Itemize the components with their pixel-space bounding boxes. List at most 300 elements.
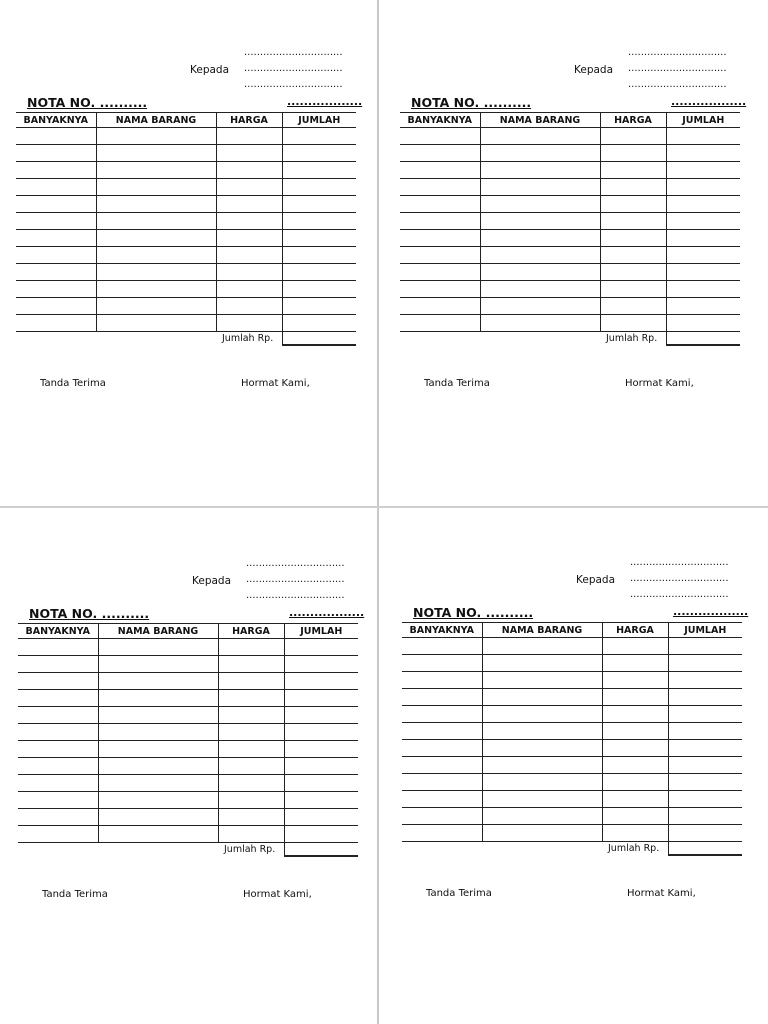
table-cell [400,264,480,281]
table-cell [216,230,282,247]
table-row [18,775,358,792]
table-cell [482,672,602,689]
table-row [402,672,742,689]
table-cell [98,707,218,724]
table-cell [668,706,742,723]
table-cell [18,826,98,843]
recipient-line-3: ............................... [630,589,729,600]
table-cell [96,264,216,281]
table-row [402,740,742,757]
table-cell [282,230,356,247]
table-cell [402,757,482,774]
table-cell [96,128,216,145]
column-header-banyaknya: BANYAKNYA [402,623,482,638]
nota-form-3 [18,519,363,939]
table-cell [16,230,96,247]
table-cell [482,791,602,808]
total-label: Jumlah Rp. [608,843,660,854]
table-cell [216,162,282,179]
table-cell [216,264,282,281]
recipient-line-3: ............................... [628,79,727,90]
table-cell [284,707,358,724]
date-line: .................. [289,606,365,619]
table-cell [98,639,218,656]
tanda-terima-label: Tanda Terima [42,889,108,900]
table-row [400,230,740,247]
table-row [16,128,356,145]
table-cell [98,775,218,792]
table-cell [96,196,216,213]
column-header-nama-barang: NAMA BARANG [96,113,216,128]
table-row [16,162,356,179]
table-cell [666,264,740,281]
tanda-terima-label: Tanda Terima [40,378,106,389]
table-row [16,264,356,281]
recipient-line-2: ............................... [630,573,729,584]
table-cell [666,196,740,213]
hormat-kami-label: Hormat Kami, [625,378,694,389]
column-header-jumlah: JUMLAH [284,624,358,639]
table-cell [600,179,666,196]
table-cell [480,264,600,281]
items-table [16,112,356,332]
table-cell [18,673,98,690]
table-cell [284,741,358,758]
kepada-label: Kepada [192,575,232,587]
table-row [18,809,358,826]
table-cell [98,673,218,690]
table-cell [284,809,358,826]
column-header-banyaknya: BANYAKNYA [400,113,480,128]
table-row [402,723,742,740]
column-header-harga: HARGA [600,113,666,128]
recipient-line-3: ............................... [244,79,343,90]
table-row [18,639,358,656]
table-cell [218,673,284,690]
table-cell [600,162,666,179]
table-cell [480,230,600,247]
total-amount-box [282,328,356,346]
table-cell [18,724,98,741]
table-cell [668,638,742,655]
column-header-harga: HARGA [602,623,668,638]
column-header-nama-barang: NAMA BARANG [98,624,218,639]
table-cell [400,128,480,145]
table-cell [284,656,358,673]
date-line: .................. [673,605,749,618]
table-cell [284,792,358,809]
table-cell [666,281,740,298]
table-row [400,196,740,213]
table-row [18,707,358,724]
table-cell [98,792,218,809]
table-cell [96,213,216,230]
table-cell [482,808,602,825]
table-cell [602,825,668,842]
table-cell [216,128,282,145]
table-row [400,128,740,145]
table-cell [480,281,600,298]
table-cell [402,655,482,672]
table-row [18,741,358,758]
table-cell [602,791,668,808]
table-cell [16,196,96,213]
table-cell [18,707,98,724]
table-cell [282,128,356,145]
table-cell [18,758,98,775]
table-cell [480,298,600,315]
recipient-line-3: ............................... [246,590,345,601]
horizontal-cut-line [0,506,768,508]
table-cell [600,230,666,247]
table-cell [600,315,666,332]
table-row [402,791,742,808]
table-cell [216,196,282,213]
total-amount-box [284,839,358,857]
table-cell [282,281,356,298]
table-cell [218,826,284,843]
kepada-label: Kepada [574,64,614,76]
table-row [18,724,358,741]
table-cell [216,281,282,298]
table-row [400,264,740,281]
table-cell [402,689,482,706]
table-cell [218,741,284,758]
table-cell [16,179,96,196]
hormat-kami-label: Hormat Kami, [243,889,312,900]
table-row [400,213,740,230]
table-cell [284,758,358,775]
table-cell [282,264,356,281]
table-cell [96,281,216,298]
table-cell [666,128,740,145]
table-cell [600,128,666,145]
table-cell [98,758,218,775]
table-cell [218,707,284,724]
table-row [400,247,740,264]
hormat-kami-label: Hormat Kami, [627,888,696,899]
items-table [400,112,740,332]
column-header-jumlah: JUMLAH [282,113,356,128]
table-cell [16,145,96,162]
table-cell [668,808,742,825]
table-cell [400,179,480,196]
table-cell [400,230,480,247]
total-label: Jumlah Rp. [224,844,276,855]
table-row [402,655,742,672]
nota-number-title: NOTA NO. .......... [413,605,534,620]
table-row [18,673,358,690]
table-cell [602,808,668,825]
kepada-label: Kepada [190,64,230,76]
table-cell [98,690,218,707]
table-cell [16,128,96,145]
table-cell [666,145,740,162]
table-cell [602,740,668,757]
table-cell [282,247,356,264]
table-cell [218,775,284,792]
table-cell [400,281,480,298]
table-cell [96,315,216,332]
table-cell [98,826,218,843]
nota-number-title: NOTA NO. .......... [27,95,148,110]
column-header-harga: HARGA [218,624,284,639]
table-cell [602,672,668,689]
table-cell [600,196,666,213]
nota-form-1 [16,8,361,428]
total-amount-box [668,838,742,856]
recipient-line-2: ............................... [244,63,343,74]
table-cell [668,672,742,689]
table-cell [282,298,356,315]
column-header-banyaknya: BANYAKNYA [16,113,96,128]
table-cell [402,723,482,740]
table-cell [400,298,480,315]
table-cell [402,740,482,757]
table-cell [600,213,666,230]
table-cell [218,639,284,656]
column-header-nama-barang: NAMA BARANG [480,113,600,128]
nota-form-4 [402,518,747,938]
table-cell [16,281,96,298]
table-cell [602,655,668,672]
table-row [16,213,356,230]
items-table [402,622,742,842]
recipient-line-1: ............................... [246,558,345,569]
table-cell [400,145,480,162]
date-line: .................. [671,95,747,108]
table-header-row [18,624,358,639]
table-cell [96,230,216,247]
table-row [16,298,356,315]
table-cell [16,213,96,230]
table-cell [602,774,668,791]
table-row [16,230,356,247]
table-cell [402,638,482,655]
table-cell [666,230,740,247]
table-cell [16,315,96,332]
nota-number-title: NOTA NO. .......... [29,606,150,621]
table-cell [480,179,600,196]
table-cell [480,145,600,162]
table-row [18,758,358,775]
total-amount-box [666,328,740,346]
table-cell [96,247,216,264]
table-cell [402,825,482,842]
table-row [400,298,740,315]
column-header-nama-barang: NAMA BARANG [482,623,602,638]
table-cell [18,792,98,809]
table-cell [18,639,98,656]
table-row [400,179,740,196]
table-cell [480,162,600,179]
table-row [402,757,742,774]
table-cell [18,775,98,792]
table-cell [402,808,482,825]
table-cell [482,655,602,672]
table-cell [400,247,480,264]
table-row [402,808,742,825]
table-cell [98,724,218,741]
hormat-kami-label: Hormat Kami, [241,378,310,389]
table-cell [480,315,600,332]
table-cell [602,723,668,740]
table-cell [668,723,742,740]
table-cell [480,196,600,213]
table-cell [218,792,284,809]
table-cell [216,315,282,332]
table-cell [216,298,282,315]
table-cell [98,656,218,673]
column-header-jumlah: JUMLAH [668,623,742,638]
table-row [16,281,356,298]
table-cell [402,672,482,689]
table-row [16,179,356,196]
recipient-line-1: ............................... [630,557,729,568]
table-cell [282,196,356,213]
table-cell [284,775,358,792]
table-cell [668,791,742,808]
table-cell [400,213,480,230]
table-cell [282,213,356,230]
column-header-harga: HARGA [216,113,282,128]
table-cell [218,724,284,741]
table-cell [96,298,216,315]
table-cell [18,656,98,673]
table-row [400,162,740,179]
column-header-banyaknya: BANYAKNYA [18,624,98,639]
table-cell [16,298,96,315]
table-cell [602,689,668,706]
table-cell [602,757,668,774]
table-cell [482,706,602,723]
table-row [400,281,740,298]
table-header-row [402,623,742,638]
table-cell [668,655,742,672]
table-cell [480,213,600,230]
kepada-label: Kepada [576,574,616,586]
table-cell [96,145,216,162]
table-cell [402,774,482,791]
table-cell [284,690,358,707]
table-cell [482,723,602,740]
table-cell [18,809,98,826]
table-cell [16,247,96,264]
table-cell [668,774,742,791]
table-cell [666,298,740,315]
items-table [18,623,358,843]
table-cell [668,740,742,757]
table-cell [98,809,218,826]
table-cell [282,162,356,179]
table-cell [666,162,740,179]
table-header-row [16,113,356,128]
table-cell [666,179,740,196]
table-row [18,690,358,707]
table-cell [218,809,284,826]
table-cell [480,247,600,264]
total-label: Jumlah Rp. [606,333,658,344]
tanda-terima-label: Tanda Terima [426,888,492,899]
table-cell [600,264,666,281]
table-cell [666,213,740,230]
table-cell [600,247,666,264]
table-cell [218,758,284,775]
table-cell [18,741,98,758]
table-cell [482,825,602,842]
recipient-line-1: ............................... [628,47,727,58]
table-row [18,656,358,673]
table-cell [218,690,284,707]
table-cell [402,791,482,808]
recipient-line-2: ............................... [628,63,727,74]
table-cell [482,638,602,655]
table-cell [218,656,284,673]
table-cell [668,689,742,706]
table-row [402,706,742,723]
table-cell [284,639,358,656]
table-cell [400,315,480,332]
table-cell [400,196,480,213]
table-row [402,638,742,655]
date-line: .................. [287,95,363,108]
table-row [402,689,742,706]
table-cell [96,162,216,179]
table-cell [96,179,216,196]
nota-form-2 [400,8,745,428]
table-cell [666,247,740,264]
table-cell [284,673,358,690]
table-cell [98,741,218,758]
table-row [16,196,356,213]
table-cell [282,145,356,162]
table-cell [600,281,666,298]
table-cell [216,213,282,230]
table-cell [216,247,282,264]
table-cell [16,162,96,179]
tanda-terima-label: Tanda Terima [424,378,490,389]
table-cell [216,179,282,196]
table-row [18,792,358,809]
table-row [16,247,356,264]
table-cell [482,740,602,757]
table-cell [16,264,96,281]
vertical-cut-line [377,0,379,1024]
table-cell [482,774,602,791]
table-cell [216,145,282,162]
recipient-line-2: ............................... [246,574,345,585]
table-cell [402,706,482,723]
table-cell [482,757,602,774]
table-cell [600,298,666,315]
total-label: Jumlah Rp. [222,333,274,344]
table-cell [282,179,356,196]
table-cell [284,724,358,741]
table-cell [600,145,666,162]
nota-number-title: NOTA NO. .......... [411,95,532,110]
table-row [16,145,356,162]
table-cell [668,757,742,774]
column-header-jumlah: JUMLAH [666,113,740,128]
table-cell [480,128,600,145]
table-row [400,145,740,162]
table-row [402,774,742,791]
table-cell [18,690,98,707]
table-cell [400,162,480,179]
table-header-row [400,113,740,128]
table-cell [602,638,668,655]
table-cell [602,706,668,723]
